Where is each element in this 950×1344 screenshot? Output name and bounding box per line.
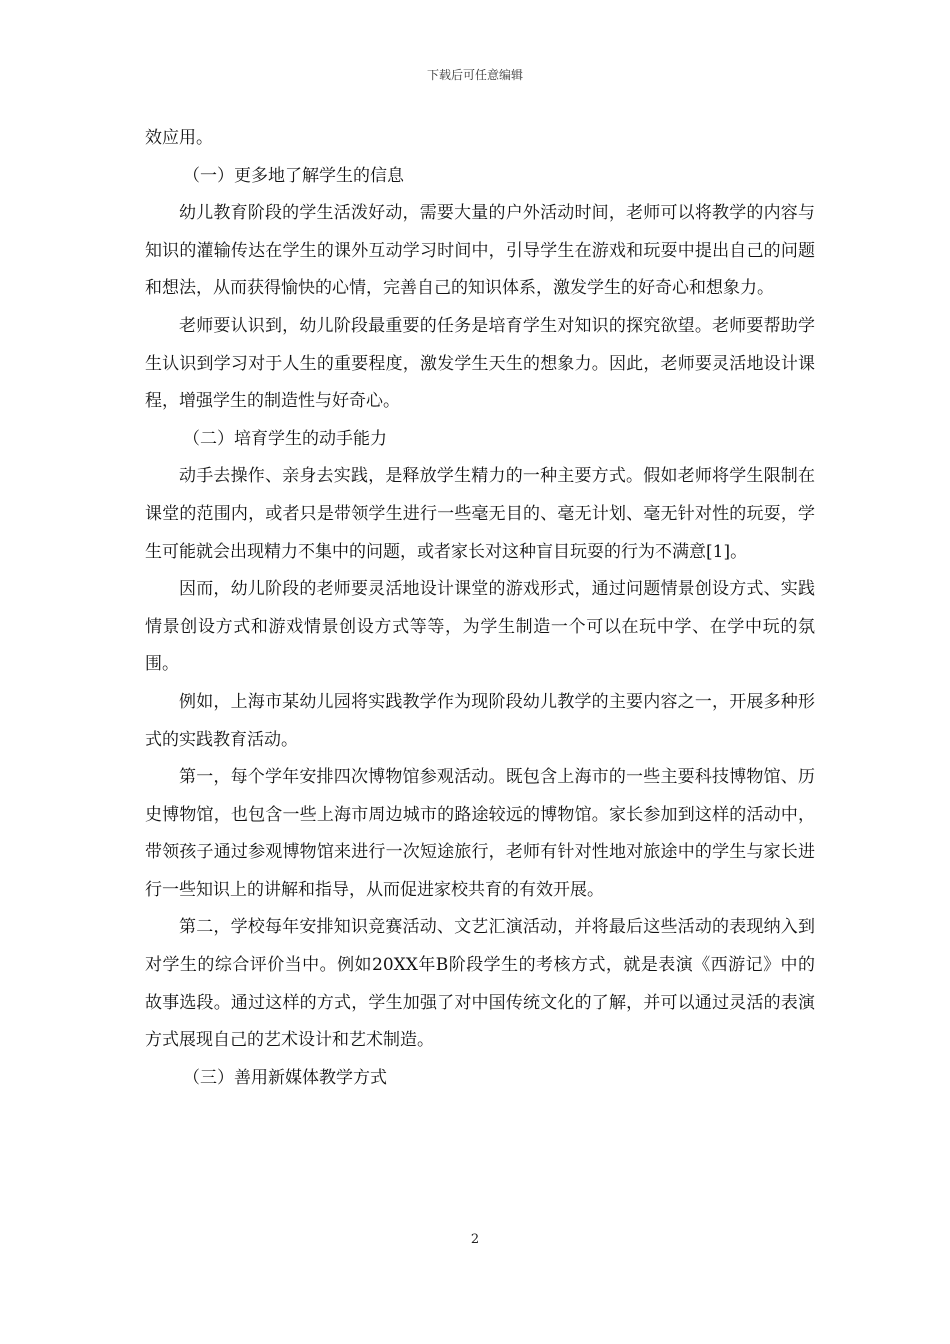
page-header: 下载后可任意编辑 bbox=[426, 68, 523, 82]
section-heading-1: （一）更多地了解学生的信息 bbox=[183, 165, 404, 186]
paragraph: 第二，学校每年安排知识竞赛活动、文艺汇演活动，并将最后这些活动的表现纳入到对学生的综合评价当中。例如20XX年B阶段学生的考核方式，就是表演《西游记》中的故事选段。通过这样的方式，学生加强了对中国传统文化的了解，并可以通过灵活的表演方式展现自己的艺术设计和艺术制造。 bbox=[145, 917, 815, 1051]
document-body bbox=[145, 120, 815, 1097]
paragraph: 例如，上海市某幼儿园将实践教学作为现阶段幼儿教学的主要内容之一，开展多种形式的实践教育活动。 bbox=[145, 691, 815, 750]
paragraph: 老师要认识到，幼儿阶段最重要的任务是培育学生对知识的探究欲望。老师要帮助学生认识到学习对于人生的重要程度，激发学生天生的想象力。因此，老师要灵活地设计课程，增强学生的制造性与好奇心。 bbox=[145, 315, 815, 412]
paragraph: 动手去操作、亲身去实践，是释放学生精力的一种主要方式。假如老师将学生限制在课堂的范围内，或者只是带领学生进行一些毫无目的、毫无计划、毫无针对性的玩耍，学生可能就会出现精力不集中的问题，或者家长对这种盲目玩耍的行为不满意[1]。 bbox=[145, 466, 815, 562]
paragraph: 幼儿教育阶段的学生活泼好动，需要大量的户外活动时间，老师可以将教学的内容与知识的灌输传达在学生的课外互动学习时间中，引导学生在游戏和玩耍中提出自己的问题和想法，从而获得愉快的心情，完善自己的知识体系，激发学生的好奇心和想象力。 bbox=[145, 203, 815, 299]
paragraph-continuation: 效应用。 bbox=[145, 128, 213, 148]
section-heading-2: （二）培育学生的动手能力 bbox=[183, 428, 387, 449]
section-heading-3: （三）善用新媒体教学方式 bbox=[183, 1067, 387, 1088]
paragraph: 第一，每个学年安排四次博物馆参观活动。既包含上海市的一些主要科技博物馆、历史博物馆，也包含一些上海市周边城市的路途较远的博物馆。家长参加到这样的活动中，带领孩子通过参观博物馆来进行一次短途旅行，老师有针对性地对旅途中的学生与家长进行一些知识上的讲解和指导，从而促进家校共育的有效开展。 bbox=[145, 767, 815, 900]
paragraph: 因而，幼儿阶段的老师要灵活地设计课堂的游戏形式，通过问题情景创设方式、实践情景创设方式和游戏情景创设方式等等，为学生制造一个可以在玩中学、在学中玩的氛围。 bbox=[145, 579, 815, 675]
page-number: 2 bbox=[470, 1232, 480, 1247]
